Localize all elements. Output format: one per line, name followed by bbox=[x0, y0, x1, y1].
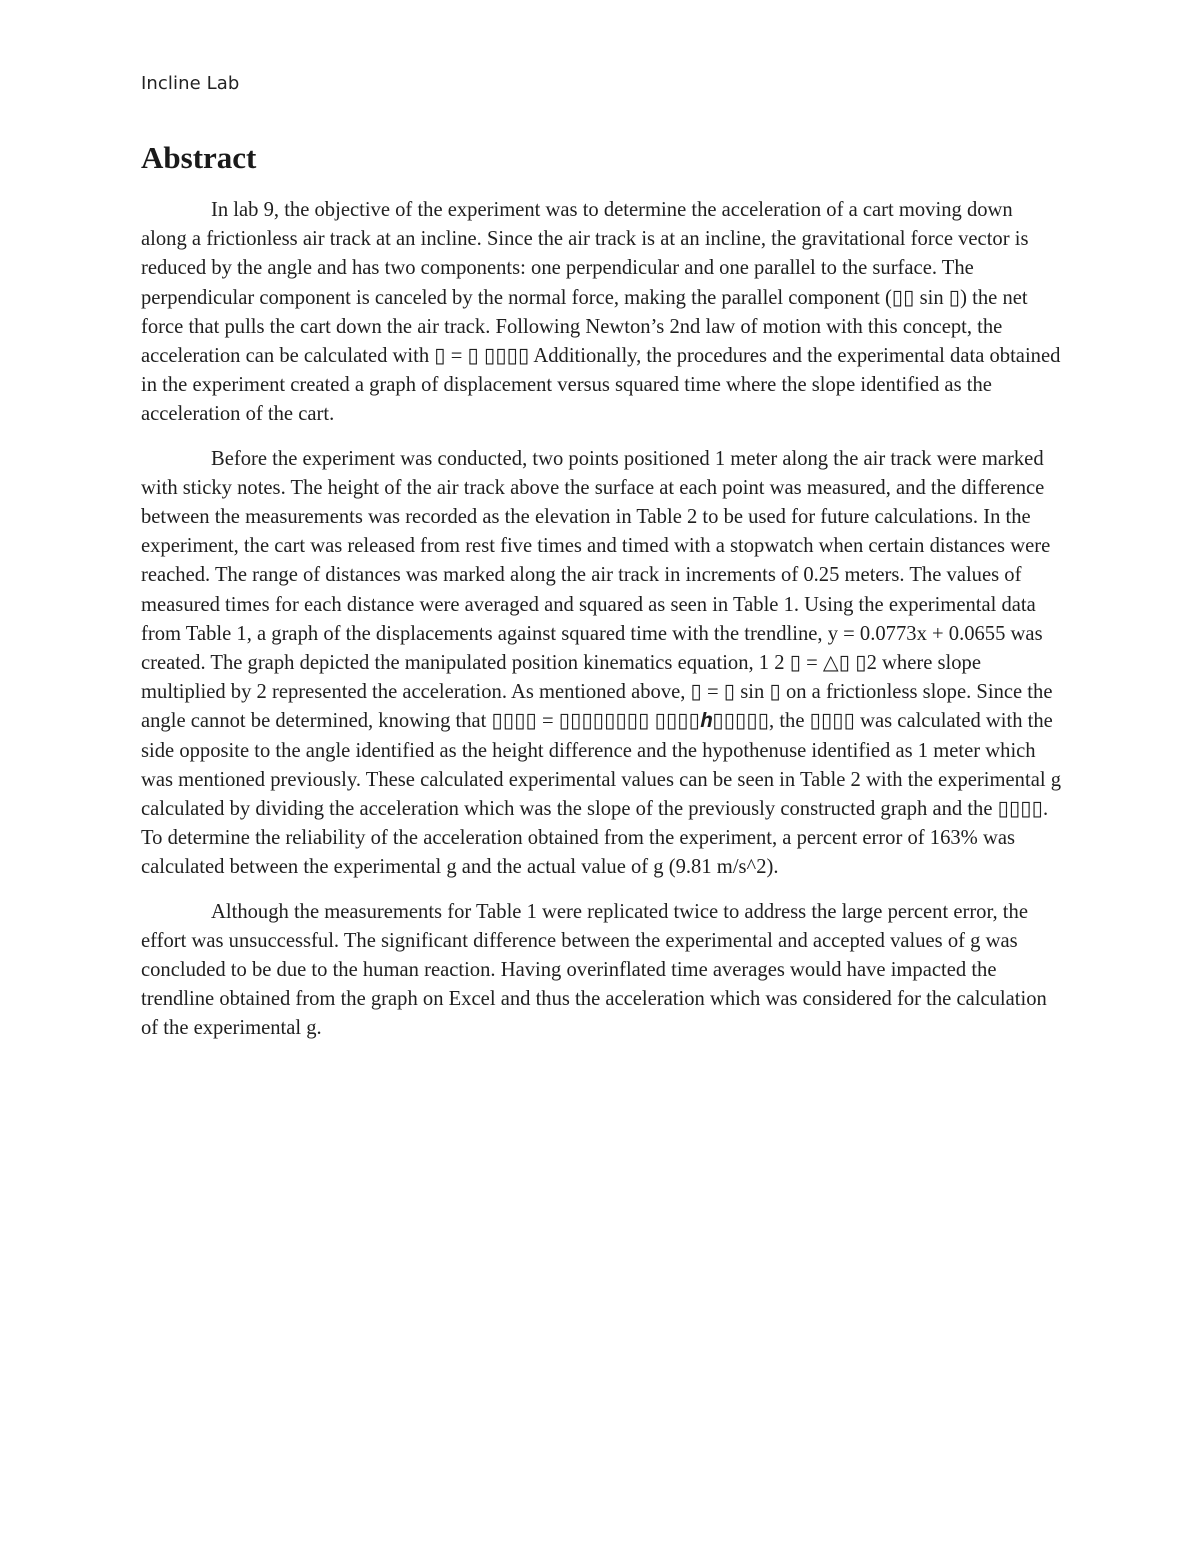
paragraph-conclusion: Although the measurements for Table 1 were replicated twice to address the large percent error, the effort was unsuccessful. The significant difference between the experimental and accepted values of g was concluded to be due to the human reaction. Having overinflated time averages would have impacted the trendline obtained from the graph on Excel and thus the acceleration which was considered for the calculation of the experimental g. bbox=[141, 900, 1047, 1040]
abstract-body bbox=[141, 196, 1061, 1059]
section-heading: Abstract bbox=[141, 140, 257, 175]
page-header-title: Incline Lab bbox=[141, 73, 240, 94]
paragraph-procedure: Before the experiment was conducted, two points positioned 1 meter along the air track were marked with sticky notes. The height of the air track above the surface at each point was measured, and the difference between the measurements was recorded as the elevation in Table 2 to be used for future calculations. In the experiment, the cart was released from rest five times and timed with a stopwatch when certain distances were reached. The range of distances was marked along the air track in increments of 0.25 meters. The values of measured times for each distance were averaged and squared as seen in Table 1. Using the experimental data from Table 1, a graph of the displacements against squared time with the trendline, y = 0.0773x + 0.0655 was created. The graph depicted the manipulated position kinematics equation, 1 2 ▯ = △▯ ▯2 where slope multiplied by 2 represented the acceleration. As mentioned above, ▯ = ▯ sin ▯ on a frictionless slope. Since the angle cannot be determined, knowing that ▯▯▯▯ = ▯▯▯▯▯▯▯▯ ▯▯▯▯𝒉▯▯▯▯▯, the ▯▯▯▯ was calculated with the side opposite to the angle identified as the height difference and the hypothenuse identified as 1 meter which was mentioned previously. These calculated experimental values can be seen in Table 2 with the experimental g calculated by dividing the acceleration which was the slope of the previously constructed graph and the ▯▯▯▯. To determine the reliability of the acceleration obtained from the experiment, a percent error of 163% was calculated between the experimental g and the actual value of g (9.81 m/s^2). bbox=[141, 447, 1062, 879]
paragraph-objective: In lab 9, the objective of the experiment was to determine the acceleration of a cart moving down along a frictionless air track at an incline. Since the air track is at an incline, the gravitational force vector is reduced by the angle and has two components: one perpendicular and one parallel to the surface. The perpendicular component is canceled by the normal force, making the parallel component (▯▯ sin ▯) the net force that pulls the cart down the air track. Following Newton’s 2nd law of motion with this concept, the acceleration can be calculated with ▯ = ▯ ▯▯▯▯ Additionally, the procedures and the experimental data obtained in the experiment created a graph of displacement versus squared time where the slope identified as the acceleration of the cart. bbox=[141, 199, 1061, 426]
